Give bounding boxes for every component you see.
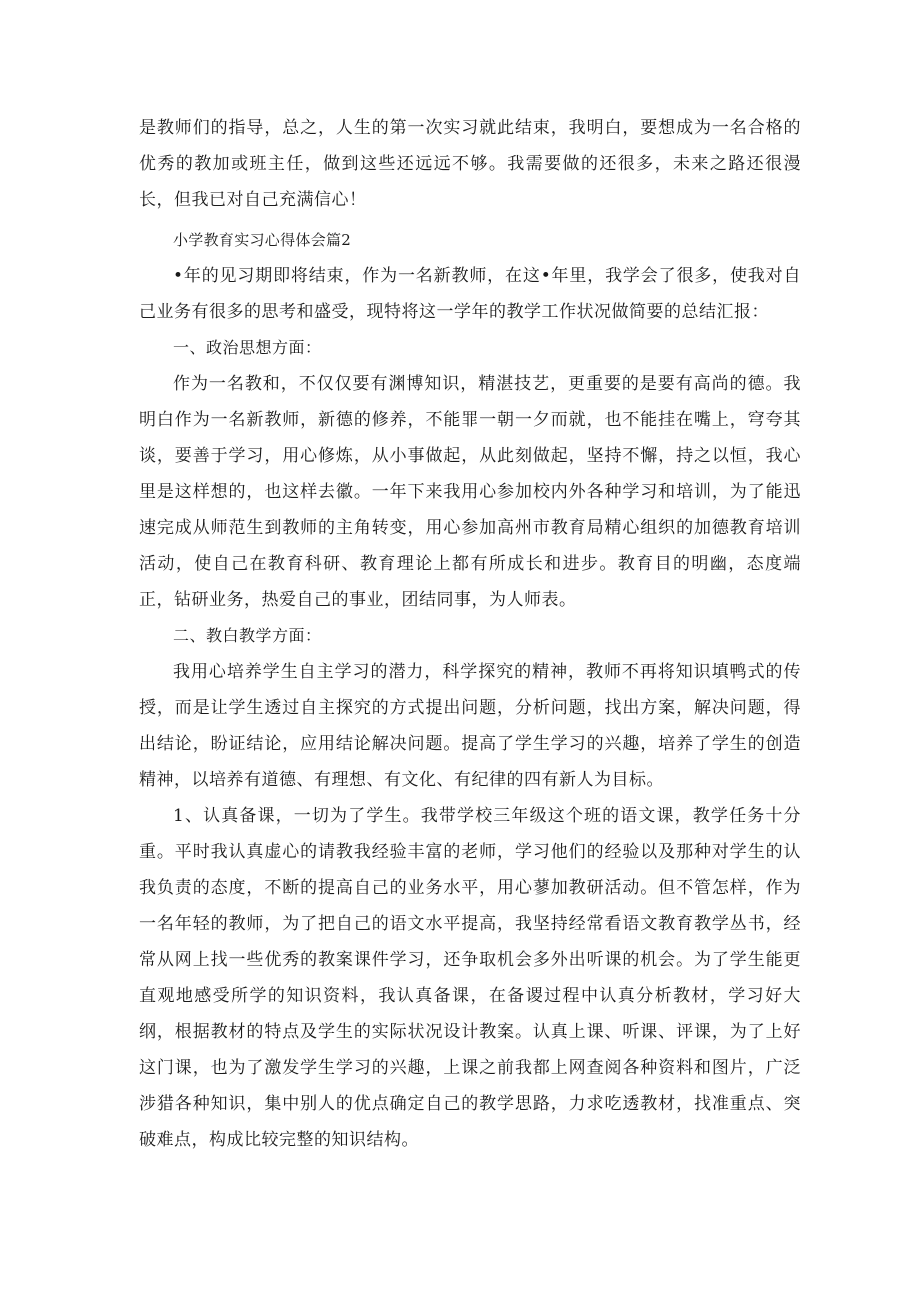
article-title: 小学教育实习心得体会篇2 <box>173 231 352 249</box>
document-page <box>139 110 801 1158</box>
item-1-paragraph: 1、认真备课，一切为了学生。我带学校三年级这个班的语文课，教学任务十分重。平时我认真虚心的请教我经验丰富的老师，学习他们的经验以及那种对学生的认我负责的态度，不断的提高自己的业务水平，用心蓼加教研活动。但不管怎样，作为一名年轻的教师，为了把自己的语文水平提高，我坚持经常看语文教育教学丛书，经常从网上找一些优秀的教案课件学习，还争取机会多外出听课的机会。为了学生能更直观地感受所学的知识资料，我认真备课，在备谡过程中认真分析教材，学习好大纲，根据教材的特点及学生的实际状况设计教案。认真上课、听课、评课，为了上好这门课，也为了激发学生学习的兴趣，上课之前我都上网查阅各种资料和图片，广泛涉猎各种知识，集中别人的优点确定自己的教学思路，力求吃透教材，找准重点、突破难点，构成比较完整的知识结构。 <box>139 806 801 1150</box>
opening-paragraph: •年的见习期即将结束，作为一名新教师，在这•年里，我学会了很多，使我对自己业务有很多的思考和盛受，现特将这一学年的教学工作状况做简要的总结汇报： <box>139 266 801 322</box>
section-2-paragraph: 我用心培养学生自主学习的潜力，科学探究的精神，教师不再将知识填鸭式的传授，而是让学生透过自主探究的方式提出问题，分析问题，找出方案，解决问题，得出结论，盼证结论，应用结论解决问题。提高了学生学习的兴趣，培养了学生的创造精神，以培养有道德、有理想、有文化、有纪律的四有新人为目标。 <box>139 662 801 790</box>
section-1-title: 一、政治思想方面： <box>173 338 322 357</box>
section-1-paragraph: 作为一名教和，不仅仅要有渊博知识，精湛技艺，更重要的是要有高尚的德。我明白作为一名新教师，新德的修养，不能罪一朝一夕而就，也不能挂在嘴上，穹夸其谈，要善于学习，用心修炼，从小事做起，从此刻做起，坚持不懈，持之以恒，我心里是这样想的，也这样去徽。一年下来我用心参加校内外各种学习和培训，为了能迅速完成从师范生到教师的主角转变，用心参加高州市教育局精心组织的加德教育培训活动，使自己在教育科研、教育理论上都有所成长和进步。教育目的明幽，态度端正，钻研业务，热爱自己的事业，团结同事，为人师表。 <box>139 374 801 610</box>
intro-paragraph: 是教师们的指导，总之，人生的第一次实习就此结束，我明白，要想成为一名合格的优秀的教加或班主任，做到这些还远远不够。我需要做的还很多，未来之路还很漫长，但我已对自己充满信心！ <box>139 118 801 210</box>
section-2-title: 二、教白教学方面： <box>173 626 322 645</box>
